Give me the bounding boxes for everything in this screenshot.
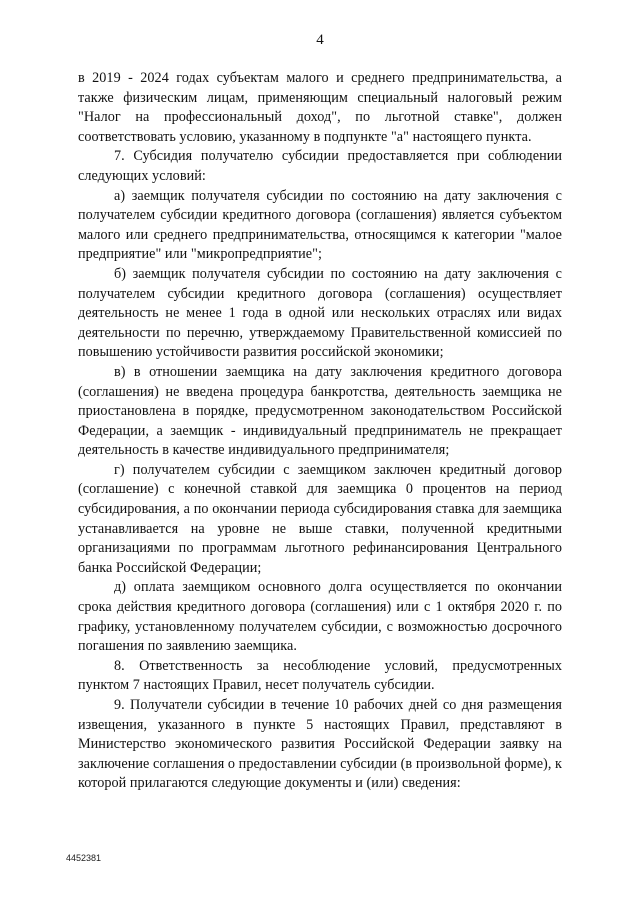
document-body xyxy=(78,69,562,794)
subitem-a: а) заемщик получателя субсидии по состоянию на дату заключения с получателем субсидии кредитного договора (соглашения) является субъектом малого или среднего предпринимательства, относящимся к категории "малое предприятие" или "микропредприятие"; xyxy=(78,187,562,263)
subitem-g: г) получателем субсидии с заемщиком заключен кредитный договор (соглашение) с конечной ставкой для заемщика 0 процентов на период субсидирования, а по окончании периода субсидирования ставка для заемщика устанавливается на уровне не выше ставки, полученной кредитными организациями по программам льготного рефинансирования Центрального банка Российской Федерации; xyxy=(78,461,562,576)
page-number: 4 xyxy=(316,32,324,48)
subitem-b: б) заемщик получателя субсидии по состоянию на дату заключения с получателем субсидии кредитного договора (соглашения) осуществляет деятельность не менее 1 года в одной или нескольких отраслях или видах деятельности по перечню, утверждаемому Правительственной комиссией по повышению устойчивости развития российской экономики; xyxy=(78,265,562,361)
subitem-v: в) в отношении заемщика на дату заключения кредитного договора (соглашения) не введена процедура банкротства, деятельность заемщика не приостановлена в порядке, предусмотренном законодательством Российской Федерации, а заемщик - индивидуальный предприниматель не прекращает деятельность в качестве индивидуального предпринимателя; xyxy=(78,363,562,459)
paragraph-item-9: 9. Получатели субсидии в течение 10 рабочих дней со дня размещения извещения, указанного в пункте 5 настоящих Правил, представляют в Министерство экономического развития Российской Федерации заявку на заключение соглашения о предоставлении субсидии (в произвольной форме), к которой прилагаются следующие документы и (или) сведения: xyxy=(78,697,562,792)
paragraph-item-7: 7. Субсидия получателю субсидии предоставляется при соблюдении следующих условий: xyxy=(78,148,562,184)
paragraph-item-8: 8. Ответственность за несоблюдение условий, предусмотренных пунктом 7 настоящих Правил, несет получатель субсидии. xyxy=(78,657,562,694)
subitem-d: д) оплата заемщиком основного долга осуществляется по окончании срока действия кредитного договора (соглашения) или с 1 октября 2020 г. по графику, установленному получателем субсидии, с возможностью досрочного погашения по заявлению заемщика. xyxy=(78,579,562,655)
document-id: 4452381 xyxy=(66,853,102,863)
paragraph-continuation: в 2019 - 2024 годах субъектам малого и среднего предпринимательства, а также физическим лицам, применяющим специальный налоговый режим "Налог на профессиональный доход", по льготной ставке", должен соответствовать условию, указанному в подпункте "а" настоящего пункта. xyxy=(78,70,562,145)
